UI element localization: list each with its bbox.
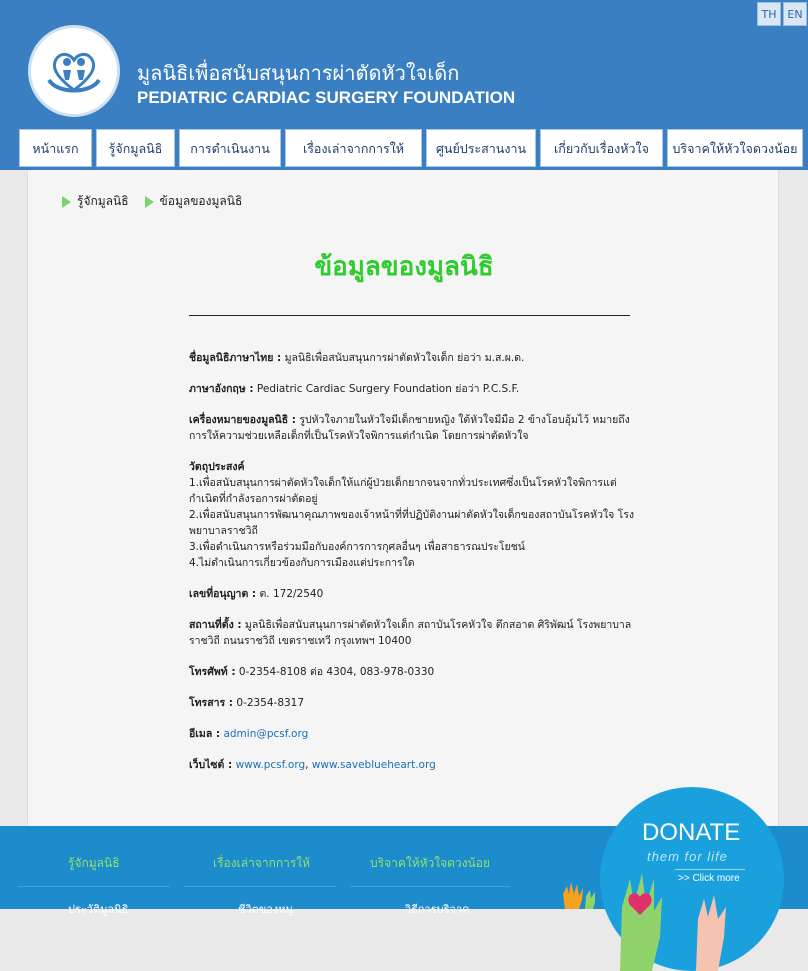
objective-item: 4.ไม่ดำเนินการเกี่ยวข้องกับการเมืองแต่ประการใด xyxy=(189,557,415,569)
info-name-th xyxy=(189,350,639,366)
info-emblem xyxy=(189,412,639,444)
nav-stories[interactable]: เรื่องเล่าจากการให้ xyxy=(285,129,422,167)
info-fax xyxy=(189,695,639,711)
info-value: Pediatric Cardiac Surgery Foundation ย่อว่า P.C.S.F. xyxy=(256,383,520,395)
breadcrumb-item[interactable] xyxy=(62,192,129,211)
nav-coordination[interactable]: ศูนย์ประสานงาน xyxy=(426,129,536,167)
info-objectives xyxy=(189,459,639,571)
info-value: มูลนิธิเพื่อสนับสนุนการผ่าตัดหัวใจเด็ก สถาบันโรคหัวใจ ตึกสอาด ศิริพัฒน์ โรงพยาบาลราชวิถี ถนนราชวิถี เขตราชเทวี กรุงเทพฯ 10400 xyxy=(189,619,632,647)
lang-th-button[interactable]: TH xyxy=(757,2,781,26)
objective-item: 3.เพื่อดำเนินการหรือร่วมมือกับองค์การการกุศลอื่นๆ เพื่อสาธารณประโยชน์ xyxy=(189,541,525,553)
website-link-saveblueheart[interactable]: www.saveblueheart.org xyxy=(311,759,436,771)
site-title-thai: มูลนิธิเพื่อสนับสนุนการผ่าตัดหัวใจเด็ก xyxy=(137,61,460,85)
breadcrumb-item-current xyxy=(145,192,243,211)
info-label: โทรสาร : xyxy=(189,697,233,709)
info-website xyxy=(189,757,639,773)
info-value: 0-2354-8317 xyxy=(236,697,305,709)
footer-sublink-history[interactable]: ประวัติมูลนิธิ xyxy=(68,903,129,916)
site-title-english: PEDIATRIC CARDIAC SURGERY FOUNDATION xyxy=(137,88,516,107)
info-label: อีเมล : xyxy=(189,728,221,740)
donate-click-more-link[interactable]: >> Click more xyxy=(678,873,740,884)
info-label: ชื่อมูลนิธิภาษาไทย : xyxy=(189,352,282,364)
info-value: มูลนิธิเพื่อสนับสนุนการผ่าตัดหัวใจเด็ก ย่อว่า ม.ส.ผ.ด. xyxy=(284,352,525,364)
info-label: เลขที่อนุญาต : xyxy=(189,588,257,600)
raised-hand-icon xyxy=(555,880,605,909)
page-title: ข้อมูลของมูลนิธิ xyxy=(314,252,494,282)
info-value: ต. 172/2540 xyxy=(259,588,324,600)
info-label: ภาษาอังกฤษ : xyxy=(189,383,254,395)
info-phone xyxy=(189,664,639,680)
website-separator: , xyxy=(305,759,309,771)
nav-donate[interactable]: บริจาคให้หัวใจดวงน้อย xyxy=(667,129,803,167)
triangle-right-icon xyxy=(62,196,71,208)
email-link[interactable]: admin@pcsf.org xyxy=(223,728,309,740)
divider xyxy=(189,315,630,316)
info-value: รูปหัวใจภายในหัวใจมีเด็กชายหญิง ใต้หัวใจมีมือ 2 ข้างโอบอุ้มไว้ หมายถึง การให้ความช่วยเหลือเด็กที่เป็นโรคหัวใจพิการแต่กำเนิด โดยการผ่าตัดหัวใจ xyxy=(189,414,630,442)
nav-about[interactable]: รู้จักมูลนิธิ xyxy=(96,129,175,167)
footer-link-about[interactable]: รู้จักมูลนิธิ xyxy=(68,856,120,870)
info-value: 0-2354-8108 ต่อ 4304, 083-978-0330 xyxy=(238,666,435,678)
nav-home[interactable]: หน้าแรก xyxy=(19,129,92,167)
donate-divider xyxy=(675,869,745,870)
foundation-info xyxy=(189,350,639,788)
info-label: เว็บไซต์ : xyxy=(189,759,233,771)
info-label: เครื่องหมายของมูลนิธิ : xyxy=(189,414,296,426)
lang-en-button[interactable]: EN xyxy=(783,2,807,26)
triangle-right-icon xyxy=(145,196,154,208)
objective-item: 2.เพื่อสนับสนุนการพัฒนาคุณภาพของเจ้าหน้าที่ที่ปฏิบัติงานผ่าตัดหัวใจเด็กของสถาบันโรคหัวใจ โรงพยาบาลราชวิถี xyxy=(189,509,635,537)
footer-divider xyxy=(18,886,170,887)
info-email xyxy=(189,726,639,742)
donate-subtitle: them for life xyxy=(647,849,728,864)
info-label: สถานที่ตั้ง : xyxy=(189,619,242,631)
website-link-pcsf[interactable]: www.pcsf.org xyxy=(235,759,306,771)
main-content xyxy=(27,170,779,826)
breadcrumb-label: ข้อมูลของมูลนิธิ xyxy=(159,194,243,208)
breadcrumb xyxy=(62,192,242,211)
main-nav xyxy=(19,129,803,167)
donate-title: DONATE xyxy=(642,819,741,846)
donate-badge[interactable] xyxy=(600,787,784,971)
nav-operations[interactable]: การดำเนินงาน xyxy=(179,129,281,167)
objective-item: 1.เพื่อสนับสนุนการผ่าตัดหัวใจเด็กให้แก่ผู้ป่วยเด็กยากจนจากทั่วประเทศซึ่งเป็นโรคหัวใจพิการแต่กำเนิดที่กำลังรอการผ่าตัดอยู่ xyxy=(189,477,617,505)
info-address xyxy=(189,617,639,649)
footer-divider xyxy=(350,886,510,887)
info-name-en xyxy=(189,381,639,397)
info-label: วัตถุประสงค์ xyxy=(189,461,245,473)
foundation-logo[interactable] xyxy=(28,25,120,117)
info-label: โทรศัพท์ : xyxy=(189,666,236,678)
info-license xyxy=(189,586,639,602)
footer-sublink-life[interactable]: ชีวิตของหนู xyxy=(238,903,294,916)
breadcrumb-label: รู้จักมูลนิธิ xyxy=(77,194,129,208)
heart-hands-logo-icon xyxy=(43,40,105,102)
site-header xyxy=(0,0,808,170)
footer-sublink-how-to-donate[interactable]: วิธีการบริจาค xyxy=(405,903,470,916)
footer-divider xyxy=(184,886,336,887)
footer-link-stories[interactable]: เรื่องเล่าจากการให้ xyxy=(213,856,311,870)
footer-link-donate[interactable]: บริจาคให้หัวใจดวงน้อย xyxy=(370,856,490,870)
nav-heart-info[interactable]: เกี่ยวกับเรื่องหัวใจ xyxy=(540,129,663,167)
